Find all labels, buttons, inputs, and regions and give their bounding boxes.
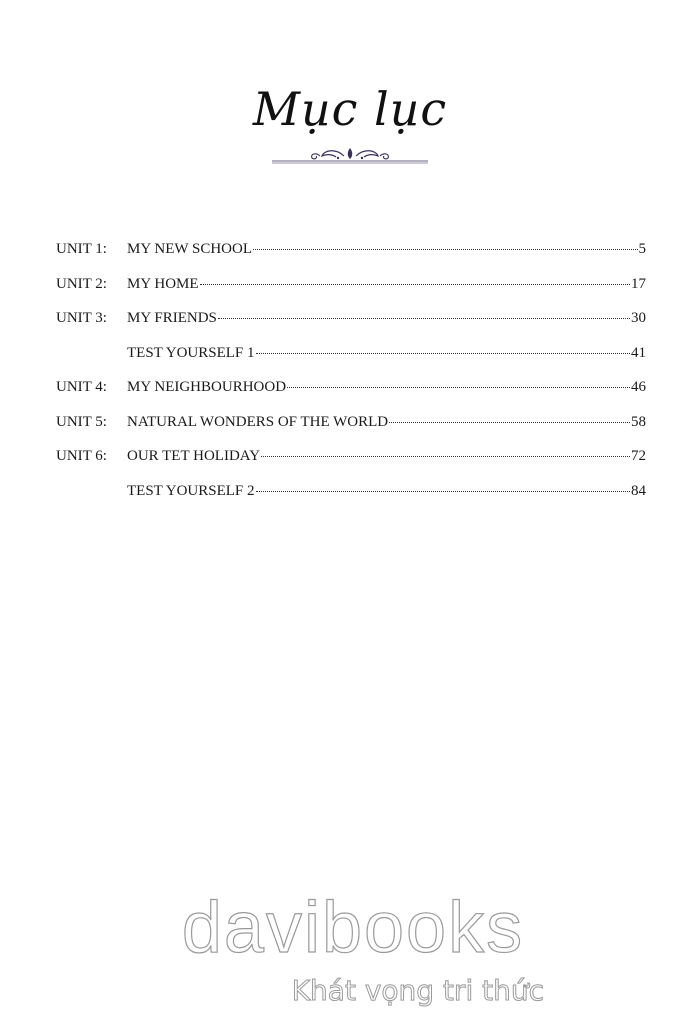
entry-title: MY NEW SCHOOL — [127, 241, 253, 257]
toc-entry[interactable] — [56, 276, 646, 311]
page-number: 46 — [631, 379, 646, 395]
dot-leader — [256, 352, 630, 354]
unit-number: UNIT 1: — [56, 241, 107, 257]
dot-leader — [261, 455, 630, 457]
dot-leader — [200, 283, 630, 285]
watermark-brand: davibooks — [181, 888, 525, 968]
entry-title: TEST YOURSELF 1 — [127, 344, 255, 361]
page-number: 58 — [631, 413, 646, 430]
page-number: 5 — [638, 241, 646, 257]
toc-entry[interactable] — [56, 483, 646, 518]
dot-leader — [218, 317, 630, 319]
entry-title: NATURAL WONDERS OF THE WORLD — [127, 413, 389, 430]
entry-title: MY NEIGHBOURHOOD — [127, 379, 287, 395]
toc-entry[interactable] — [56, 379, 646, 414]
entry-title: MY HOME — [127, 275, 199, 292]
table-of-contents — [56, 241, 646, 517]
dot-leader — [256, 490, 630, 492]
entry-title: TEST YOURSELF 2 — [127, 482, 255, 499]
toc-entry[interactable] — [56, 448, 646, 483]
dot-leader — [287, 386, 630, 388]
page-number: 72 — [631, 448, 646, 464]
page-number: 41 — [631, 344, 646, 361]
unit-number: UNIT 3: — [56, 310, 107, 326]
toc-entry[interactable] — [56, 310, 646, 345]
unit-number: UNIT 5: — [56, 413, 107, 430]
page-number: 30 — [631, 310, 646, 326]
page-number: 17 — [631, 275, 646, 292]
entry-title: MY FRIENDS — [127, 310, 217, 326]
toc-entry[interactable] — [56, 414, 646, 449]
dot-leader — [253, 248, 637, 250]
page-title: Mục lục — [252, 82, 448, 136]
toc-entry[interactable] — [56, 345, 646, 380]
ornament-divider-icon — [272, 144, 428, 168]
entry-title: OUR TET HOLIDAY — [127, 448, 261, 464]
dot-leader — [389, 421, 630, 423]
davibooks-watermark — [158, 888, 548, 1008]
unit-number: UNIT 4: — [56, 379, 107, 395]
toc-entry[interactable] — [56, 241, 646, 276]
page-number: 84 — [631, 482, 646, 499]
watermark-tagline: Khát vọng tri thức — [291, 974, 544, 1007]
unit-number: UNIT 6: — [56, 448, 107, 464]
unit-number: UNIT 2: — [56, 275, 107, 292]
